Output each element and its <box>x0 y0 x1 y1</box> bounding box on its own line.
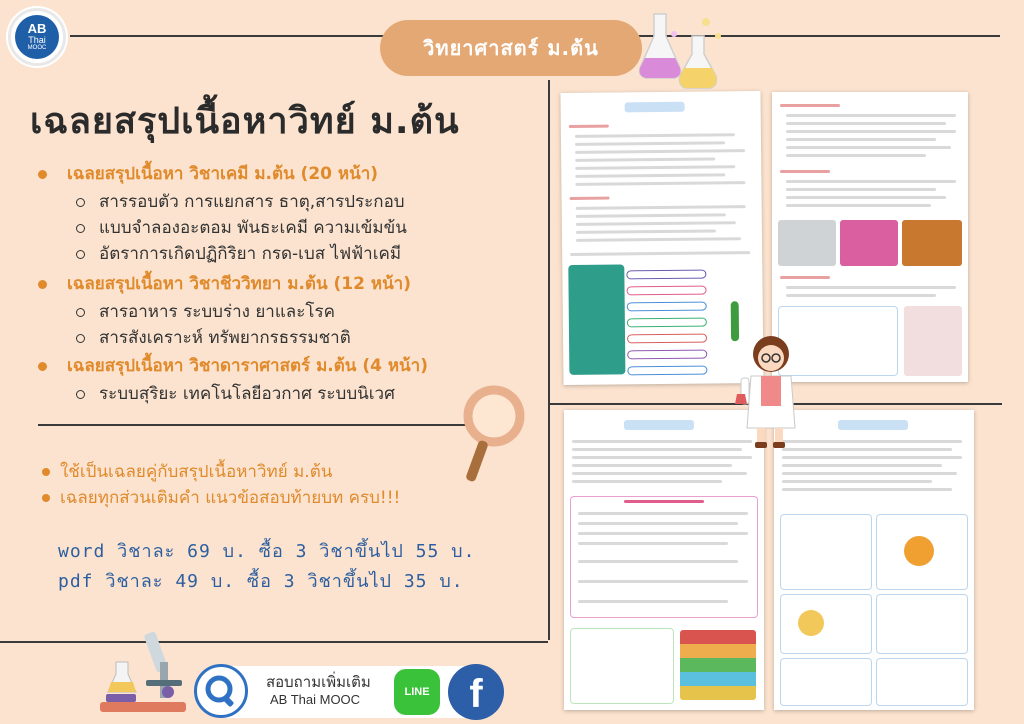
preview-text-line <box>786 146 951 149</box>
topic-label: เฉลยสรุปเนื้อหา วิชาดาราศาสตร์ ม.ต้น (4 หน้า) <box>67 356 428 376</box>
preview-chart <box>680 630 756 700</box>
bullet-ring <box>76 198 85 207</box>
bullet-dot <box>38 280 47 289</box>
preview-text-line <box>572 456 752 459</box>
preview-text-line <box>576 237 741 242</box>
preview-text-line <box>780 276 830 279</box>
topic-item <box>76 298 335 325</box>
preview-text-line <box>575 141 725 146</box>
scientist-character-icon <box>735 332 801 452</box>
topic-biology <box>38 270 411 297</box>
preview-text-line <box>572 440 752 443</box>
preview-strip <box>627 350 707 360</box>
preview-strip <box>627 318 707 328</box>
magnifier-icon <box>456 382 526 492</box>
topic-chemistry <box>38 160 378 187</box>
preview-text-line <box>575 181 745 186</box>
note-label: เฉลยทุกส่วนเติมคำ แนวข้อสอบท้ายบท ครบ!!! <box>60 488 401 508</box>
preview-text-line <box>786 294 936 297</box>
preview-text-line <box>782 448 952 451</box>
microscope-icon <box>96 622 192 718</box>
bottom-divider <box>0 641 548 643</box>
preview-text-line <box>572 448 742 451</box>
topic-item <box>76 324 351 351</box>
preview-strip <box>627 286 707 296</box>
center-divider <box>548 80 550 640</box>
topic-item-label: สารอาหาร ระบบร่าง ยาและโรค <box>99 302 335 322</box>
preview-diagram <box>780 594 872 654</box>
preview-text-line <box>576 229 716 233</box>
preview-text-line <box>575 149 745 154</box>
preview-text-line <box>786 204 931 207</box>
preview-sun <box>798 610 824 636</box>
preview-text-line <box>786 138 936 141</box>
preview-text-line <box>786 114 956 117</box>
preview-text-line <box>782 456 962 459</box>
preview-sun <box>904 536 934 566</box>
preview-strip <box>627 302 707 312</box>
preview-text-line <box>578 560 738 563</box>
logo-text-mooc: MOOC <box>27 45 47 51</box>
note-item <box>42 458 332 485</box>
topic-label: เฉลยสรุปเนื้อหา วิชาเคมี ม.ต้น (20 หน้า) <box>67 164 379 184</box>
preview-page-chemistry <box>560 91 763 385</box>
bullet-ring <box>76 390 85 399</box>
preview-page-physics <box>564 410 764 710</box>
bullet-ring <box>76 224 85 233</box>
preview-text-line <box>576 221 736 226</box>
preview-text-line <box>578 532 748 535</box>
preview-text-line <box>780 170 830 173</box>
preview-table <box>570 628 674 704</box>
preview-diagram <box>780 658 872 706</box>
preview-text-line <box>578 512 748 515</box>
topic-item-label: สารสังเคราะห์ ทรัพยากรธรรมชาติ <box>99 328 351 348</box>
contact-name: AB Thai MOOC <box>270 692 361 707</box>
preview-anatomy <box>904 306 962 376</box>
preview-text-line <box>572 480 722 483</box>
preview-photo <box>840 220 898 266</box>
topic-item-label: แบบจำลองอะตอม พันธะเคมี ความเข้มข้น <box>99 218 407 238</box>
preview-text-line <box>570 251 750 256</box>
preview-page-astronomy <box>774 410 974 710</box>
preview-header <box>838 420 908 430</box>
facebook-icon[interactable]: f <box>448 664 504 720</box>
preview-text-line <box>578 580 748 583</box>
preview-diagram <box>780 514 872 590</box>
bullet-ring <box>76 308 85 317</box>
logo-text-thai: Thai <box>28 35 46 45</box>
preview-text-line <box>786 180 956 183</box>
preview-text-line <box>780 104 840 107</box>
preview-text-line <box>786 196 946 199</box>
middle-divider <box>38 424 484 426</box>
preview-text-line <box>572 472 747 475</box>
preview-diagram <box>876 658 968 706</box>
logo-badge <box>15 15 59 59</box>
topic-item-label: อัตราการเกิดปฏิกิริยา กรด-เบส ไฟฟ้าเคมี <box>99 244 402 264</box>
preview-text-line <box>782 488 952 491</box>
preview-strip <box>626 270 706 280</box>
topic-item <box>76 240 401 267</box>
preview-diagram <box>568 264 625 375</box>
ab-thai-mooc-logo[interactable] <box>8 8 66 66</box>
topic-item <box>76 214 407 241</box>
preview-header <box>624 420 694 430</box>
preview-text-line <box>786 130 956 133</box>
note-item <box>42 484 400 511</box>
preview-text-line <box>572 464 732 467</box>
preview-text-line <box>782 472 957 475</box>
bullet-ring <box>76 334 85 343</box>
preview-text-line <box>570 197 610 200</box>
preview-text-line <box>786 286 956 289</box>
bullet-dot <box>38 362 47 371</box>
preview-text-line <box>782 480 932 483</box>
preview-text-line <box>782 440 962 443</box>
preview-text-line <box>578 522 738 525</box>
topic-item-label: ระบบสุริยะ เทคโนโลยีอวกาศ ระบบนิเวศ <box>99 384 395 404</box>
flask-icon <box>636 6 736 96</box>
logo-text-ab: AB <box>27 21 47 36</box>
preview-text-line <box>786 188 936 191</box>
topic-item-label: สารรอบตัว การแยกสาร ธาตุ,สารประกอบ <box>99 192 405 212</box>
preview-text-line <box>576 205 746 210</box>
bullet-dot <box>38 170 47 179</box>
topic-item <box>76 188 405 215</box>
preview-text-line <box>786 154 926 157</box>
price-pdf: pdf วิชาละ 49 บ. ซื้อ 3 วิชาขึ้นไป 35 บ. <box>58 571 464 592</box>
preview-text-line <box>786 122 946 125</box>
search-q-icon[interactable] <box>194 664 248 718</box>
topic-label: เฉลยสรุปเนื้อหา วิชาชีววิทยา ม.ต้น (12 หน้า) <box>67 274 412 294</box>
bullet-ring <box>76 250 85 259</box>
preview-text-line <box>578 542 728 545</box>
preview-page-biology <box>772 92 968 382</box>
bullet-dot <box>42 468 50 476</box>
topic-astronomy <box>38 352 428 379</box>
preview-text-line <box>575 165 735 170</box>
preview-strip <box>627 334 707 344</box>
preview-text-line <box>576 213 726 218</box>
subject-pill: วิทยาศาสตร์ ม.ต้น <box>380 20 642 76</box>
preview-text-line <box>575 157 715 161</box>
preview-text-line <box>575 133 735 138</box>
preview-photo <box>902 220 962 266</box>
contact-title: สอบถามเพิ่มเติม <box>266 673 371 691</box>
preview-strip <box>627 366 707 376</box>
preview-diagram <box>876 594 968 654</box>
preview-text-line <box>624 500 704 503</box>
note-label: ใช้เป็นเฉลยคู่กับสรุปเนื้อหาวิทย์ ม.ต้น <box>60 462 333 482</box>
preview-text-line <box>569 125 609 128</box>
preview-text-line <box>578 600 728 603</box>
preview-text-line <box>575 173 725 178</box>
preview-header <box>625 102 685 113</box>
line-icon[interactable]: LINE <box>394 669 440 715</box>
search-q-glyph <box>197 667 245 715</box>
price-word: word วิชาละ 69 บ. ซื้อ 3 วิชาขึ้นไป 55 บ. <box>58 541 476 562</box>
topic-item <box>76 380 395 407</box>
bullet-dot <box>42 494 50 502</box>
page-title: เฉลยสรุปเนื้อหาวิทย์ ม.ต้น <box>30 101 460 142</box>
preview-text-line <box>782 464 942 467</box>
preview-photo <box>778 220 836 266</box>
